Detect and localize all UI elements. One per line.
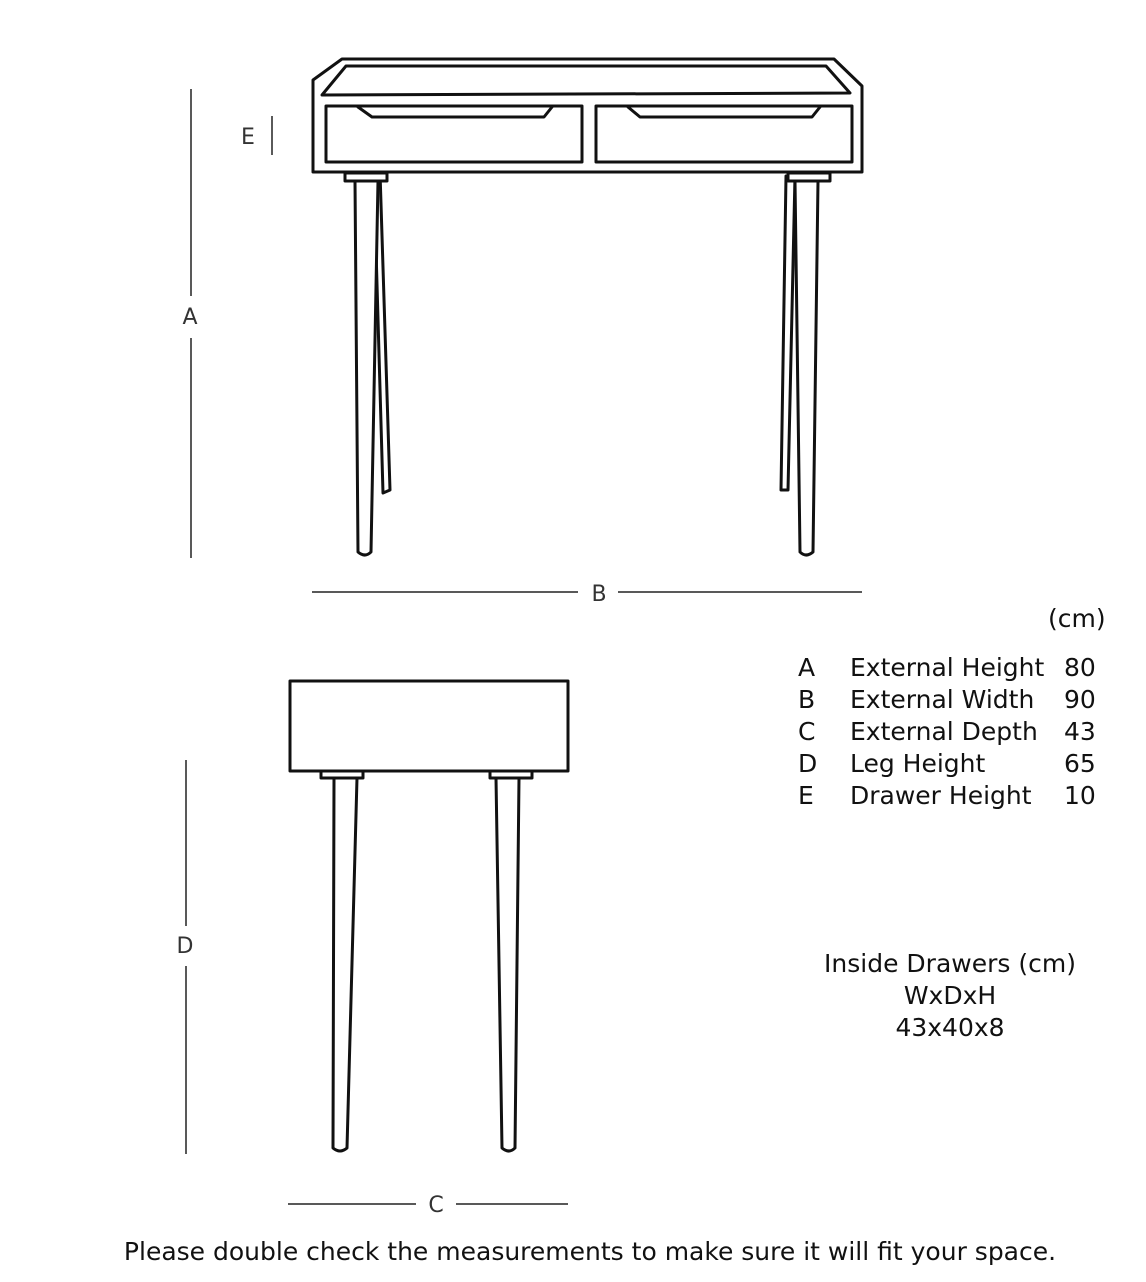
dim-label-d: D — [176, 934, 194, 959]
spec-name: Leg Height — [850, 749, 986, 778]
spec-row-a — [798, 652, 1096, 684]
side-view-drawing — [290, 681, 568, 1151]
spec-value: 90 — [1064, 685, 1096, 714]
side-leg-left — [333, 778, 357, 1151]
spec-key: B — [798, 685, 816, 714]
back-leg-right — [781, 176, 795, 490]
inside-drawers-title: Inside Drawers (cm) — [824, 949, 1076, 978]
drawer-left — [326, 106, 582, 162]
spec-name: Drawer Height — [850, 781, 1032, 810]
front-leg-right — [795, 181, 818, 555]
dim-label-e: E — [241, 125, 255, 150]
front-view-drawing — [313, 59, 862, 555]
spec-value: 80 — [1064, 653, 1096, 682]
unit-label: (cm) — [1048, 604, 1106, 633]
spec-row-e — [798, 780, 1096, 812]
dim-label-a: A — [182, 305, 198, 330]
spec-value: 10 — [1064, 781, 1096, 810]
side-top-box — [290, 681, 568, 771]
dimension-lines — [186, 89, 862, 1204]
spec-row-b — [798, 684, 1096, 716]
spec-name: External Width — [850, 685, 1035, 714]
inside-drawers-value: 43x40x8 — [895, 1013, 1005, 1042]
footer-note: Please double check the measurements to make sure it will fit your space. — [123, 1237, 1057, 1266]
spec-value: 43 — [1064, 717, 1096, 746]
dim-label-c: C — [428, 1193, 444, 1218]
spec-row-d — [798, 748, 1096, 780]
spec-key: E — [798, 781, 814, 810]
dim-label-b: B — [591, 582, 607, 607]
spec-key: D — [798, 749, 818, 778]
inside-drawers-block — [800, 948, 1100, 1044]
dimensions-table — [798, 652, 1096, 812]
spec-row-c — [798, 716, 1096, 748]
spec-name: External Depth — [850, 717, 1038, 746]
spec-key: A — [798, 653, 816, 682]
spec-name: External Height — [850, 653, 1045, 682]
front-leg-left — [355, 181, 378, 555]
spec-key: C — [798, 717, 816, 746]
spec-value: 65 — [1064, 749, 1096, 778]
side-leg-right — [496, 778, 519, 1151]
inside-drawers-format: WxDxH — [903, 981, 997, 1010]
